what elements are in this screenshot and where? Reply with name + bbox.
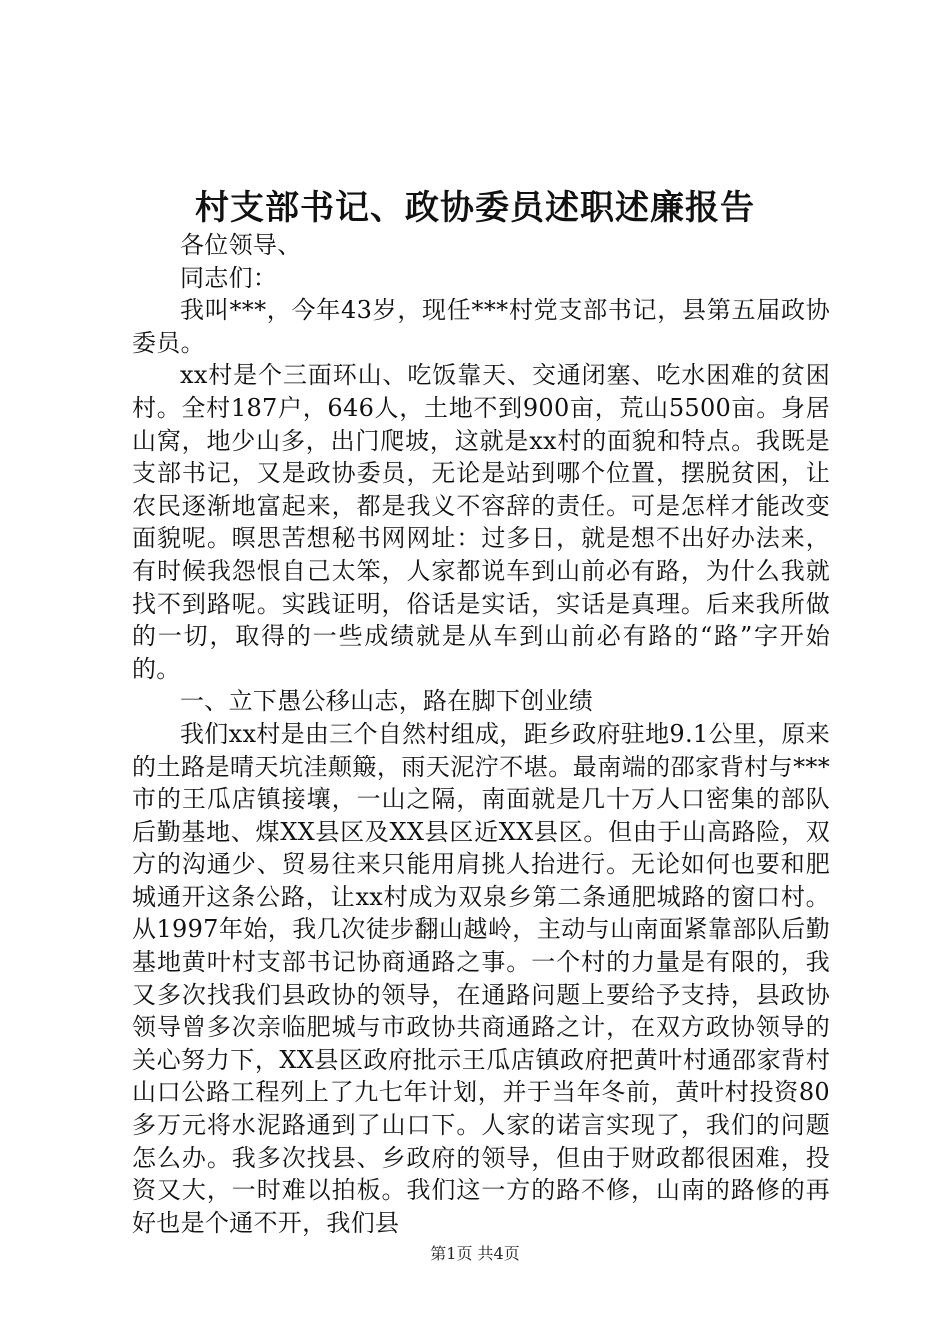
body-paragraph: 我叫***，今年43岁，现任***村党支部书记，县第五届政协委员。 (132, 296, 830, 357)
salutation-line: 各位领导、 (180, 231, 302, 259)
body-paragraph: xx村是个三面环山、吃饭靠天、交通闭塞、吃水困难的贫困村。全村187户，646人，土地不到900亩，荒山5500亩。身居山窝，地少山多，出门爬坡，这就是xx村的面貌和特点。我既是支部书记，又是政协委员，无论是站到哪个位置，摆脱贫困，让农民逐渐地富起来，都是我义不容辞的责任。可是怎样才能改变面貌呢。暝思苦想秘书网网址：过多日，就是想不出好办法来，有时候我怨恨自己太笨，人家都说车到山前必有路，为什么我就找不到路呢。实践证明，俗话是实话，实话是真理。后来我所做的一切，取得的一些成绩就是从车到山前必有路的“路”字开始的。 (132, 361, 830, 683)
salutation-line: 同志们： (180, 263, 278, 292)
section-heading: 一、立下愚公移山志，路在脚下创业绩 (180, 687, 594, 716)
page-footer: 第1页 共4页 (430, 1244, 520, 1263)
document-title: 村支部书记、政协委员述职述廉报告 (195, 188, 755, 228)
body-paragraph: 我们xx村是由三个自然村组成，距乡政府驻地9.1公里，原来的土路是晴天坑洼颠簸，雨天泥泞不堪。最南端的邵家背村与***市的王瓜店镇接壤，一山之隔，南面就是几十万人口密集的部队后勤基地、煤XX县区及XX县区近XX县区。但由于山高路险，双方的沟通少、贸易往来只能用肩挑人抬进行。无论如何也要和肥城通开这条公路，让xx村成为双泉乡第二条通肥城路的窗口村。从1997年始，我几次徒步翻山越岭，主动与山南面紧靠部队后勤基地黄叶村支部书记协商通路之事。一个村的力量是有限的，我又多次找我们县政协的领导，在通路问题上要给予支持，县政协领导曾多次亲临肥城与市政协共商通路之计，在双方政协领导的关心努力下，XX县区政府批示王瓜店镇政府把黄叶村通邵家背村山口公路工程列上了九七年计划，并于当年冬前，黄叶村投资80多万元将水泥路通到了山口下。人家的诺言实现了，我们的问题怎么办。我多次找县、乡政府的领导，但由于财政都很困难，投资又大，一时难以拍板。我们这一方的路不修，山南的路修的再好也是个通不开，我们县 (132, 719, 830, 1237)
document-body (132, 229, 830, 1239)
